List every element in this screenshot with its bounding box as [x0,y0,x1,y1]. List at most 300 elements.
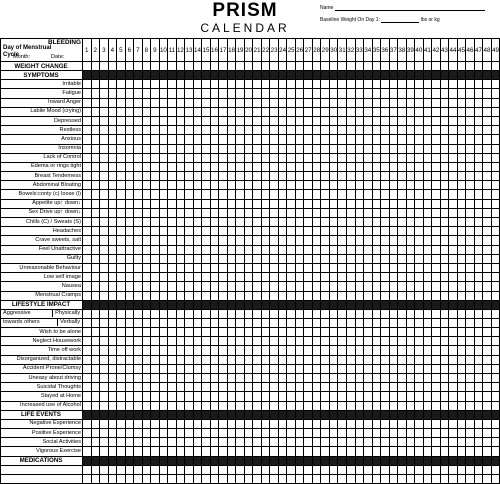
day-cell[interactable] [346,245,355,254]
day-cell[interactable] [338,144,347,153]
day-cell[interactable] [100,227,109,236]
day-cell[interactable] [483,98,492,107]
day-cell[interactable] [355,181,364,190]
day-cell[interactable] [253,337,262,346]
day-cell[interactable] [83,144,92,153]
day-cell[interactable] [432,309,441,318]
day-cell[interactable] [193,291,202,300]
day-cell[interactable] [253,89,262,98]
day-cell[interactable] [491,172,500,181]
day-cell[interactable] [483,337,492,346]
day-cell[interactable] [100,153,109,162]
day-cell[interactable] [372,465,381,474]
day-cell[interactable] [304,153,313,162]
day-cell[interactable] [457,383,466,392]
day-cell[interactable] [364,337,373,346]
day-cell[interactable] [329,190,338,199]
day-cell[interactable] [312,364,321,373]
day-cell[interactable] [134,126,143,135]
day-cell[interactable] [219,218,228,227]
day-cell[interactable] [466,153,475,162]
day-cell[interactable] [449,116,458,125]
day-cell[interactable] [202,116,211,125]
day-cell[interactable] [423,144,432,153]
day-cell[interactable] [125,263,134,272]
day-cell[interactable] [193,374,202,383]
day-cell[interactable] [389,291,398,300]
day-cell[interactable] [346,190,355,199]
day-cell[interactable] [389,282,398,291]
day-cell[interactable] [193,80,202,89]
day-cell[interactable] [389,89,398,98]
day-cell[interactable] [466,309,475,318]
day-cell[interactable] [159,162,168,171]
day-cell[interactable] [151,254,160,263]
day-cell[interactable] [491,98,500,107]
day-cell[interactable] [415,135,424,144]
day-cell[interactable] [100,392,109,401]
day-cell[interactable] [83,383,92,392]
day-cell[interactable] [346,291,355,300]
day-cell[interactable] [185,318,194,327]
day-cell[interactable] [483,447,492,456]
day-cell[interactable] [406,62,415,71]
day-cell[interactable] [159,465,168,474]
day-cell[interactable] [466,62,475,71]
day-cell[interactable] [415,318,424,327]
day-cell[interactable] [142,273,151,282]
day-cell[interactable] [423,153,432,162]
day-cell[interactable] [108,309,117,318]
day-cell[interactable] [304,190,313,199]
day-cell[interactable] [278,263,287,272]
day-cell[interactable] [287,190,296,199]
day-cell[interactable] [253,291,262,300]
day-cell[interactable] [406,328,415,337]
day-cell[interactable] [338,254,347,263]
day-cell[interactable] [295,208,304,217]
day-cell[interactable] [474,172,483,181]
day-cell[interactable] [449,135,458,144]
day-cell[interactable] [176,107,185,116]
day-cell[interactable] [432,465,441,474]
day-cell[interactable] [219,107,228,116]
day-cell[interactable] [440,392,449,401]
day-cell[interactable] [491,392,500,401]
day-cell[interactable] [483,263,492,272]
day-cell[interactable] [168,218,177,227]
day-cell[interactable] [125,383,134,392]
day-cell[interactable] [117,98,126,107]
day-cell[interactable] [295,291,304,300]
day-cell[interactable] [159,392,168,401]
day-cell[interactable] [321,291,330,300]
day-cell[interactable] [312,273,321,282]
day-cell[interactable] [415,181,424,190]
day-cell[interactable] [219,162,228,171]
day-cell[interactable] [117,419,126,428]
day-cell[interactable] [236,199,245,208]
day-cell[interactable] [91,254,100,263]
day-cell[interactable] [398,98,407,107]
day-cell[interactable] [338,190,347,199]
day-cell[interactable] [125,236,134,245]
day-cell[interactable] [202,254,211,263]
day-cell[interactable] [142,254,151,263]
day-cell[interactable] [108,346,117,355]
day-cell[interactable] [83,263,92,272]
day-cell[interactable] [474,245,483,254]
day-cell[interactable] [100,273,109,282]
day-cell[interactable] [321,438,330,447]
day-cell[interactable] [474,126,483,135]
day-cell[interactable] [287,98,296,107]
day-cell[interactable] [185,346,194,355]
day-cell[interactable] [355,309,364,318]
day-cell[interactable] [219,254,228,263]
day-cell[interactable] [125,273,134,282]
day-cell[interactable] [355,392,364,401]
day-cell[interactable] [389,227,398,236]
day-cell[interactable] [210,80,219,89]
day-cell[interactable] [134,465,143,474]
day-cell[interactable] [321,364,330,373]
day-cell[interactable] [108,364,117,373]
day-cell[interactable] [202,126,211,135]
day-cell[interactable] [159,227,168,236]
day-cell[interactable] [176,227,185,236]
day-cell[interactable] [159,291,168,300]
day-cell[interactable] [210,273,219,282]
day-cell[interactable] [227,401,236,410]
day-cell[interactable] [185,401,194,410]
day-cell[interactable] [193,236,202,245]
day-cell[interactable] [389,328,398,337]
day-cell[interactable] [304,364,313,373]
day-cell[interactable] [440,282,449,291]
day-cell[interactable] [287,337,296,346]
day-cell[interactable] [389,438,398,447]
day-cell[interactable] [346,273,355,282]
day-cell[interactable] [329,273,338,282]
day-cell[interactable] [100,89,109,98]
day-cell[interactable] [372,291,381,300]
day-cell[interactable] [483,126,492,135]
day-cell[interactable] [415,116,424,125]
day-cell[interactable] [287,144,296,153]
day-cell[interactable] [117,428,126,437]
day-cell[interactable] [108,392,117,401]
day-cell[interactable] [108,428,117,437]
day-cell[interactable] [321,447,330,456]
day-cell[interactable] [304,309,313,318]
day-cell[interactable] [261,346,270,355]
day-cell[interactable] [364,135,373,144]
day-cell[interactable] [364,153,373,162]
day-cell[interactable] [449,263,458,272]
day-cell[interactable] [321,401,330,410]
day-cell[interactable] [381,227,390,236]
day-cell[interactable] [134,135,143,144]
day-cell[interactable] [338,98,347,107]
day-cell[interactable] [491,428,500,437]
day-cell[interactable] [372,236,381,245]
day-cell[interactable] [295,318,304,327]
day-cell[interactable] [364,447,373,456]
day-cell[interactable] [202,465,211,474]
day-cell[interactable] [236,309,245,318]
day-cell[interactable] [406,144,415,153]
day-cell[interactable] [193,263,202,272]
day-cell[interactable] [83,428,92,437]
day-cell[interactable] [210,465,219,474]
day-cell[interactable] [381,162,390,171]
day-cell[interactable] [415,428,424,437]
day-cell[interactable] [304,181,313,190]
day-cell[interactable] [329,392,338,401]
day-cell[interactable] [227,172,236,181]
day-cell[interactable] [244,263,253,272]
day-cell[interactable] [202,107,211,116]
day-cell[interactable] [483,80,492,89]
day-cell[interactable] [483,465,492,474]
day-cell[interactable] [176,465,185,474]
day-cell[interactable] [355,89,364,98]
day-cell[interactable] [193,162,202,171]
day-cell[interactable] [329,144,338,153]
day-cell[interactable] [176,355,185,364]
day-cell[interactable] [329,89,338,98]
day-cell[interactable] [457,419,466,428]
day-cell[interactable] [483,392,492,401]
day-cell[interactable] [474,254,483,263]
day-cell[interactable] [321,245,330,254]
day-cell[interactable] [466,428,475,437]
day-cell[interactable] [125,465,134,474]
day-cell[interactable] [151,245,160,254]
day-cell[interactable] [142,392,151,401]
day-cell[interactable] [432,199,441,208]
day-cell[interactable] [168,447,177,456]
day-cell[interactable] [244,218,253,227]
day-cell[interactable] [193,245,202,254]
day-cell[interactable] [364,263,373,272]
day-cell[interactable] [338,263,347,272]
day-cell[interactable] [168,428,177,437]
day-cell[interactable] [432,364,441,373]
day-cell[interactable] [491,208,500,217]
day-cell[interactable] [364,254,373,263]
day-cell[interactable] [321,374,330,383]
day-cell[interactable] [91,245,100,254]
day-cell[interactable] [108,153,117,162]
day-cell[interactable] [491,162,500,171]
day-cell[interactable] [193,98,202,107]
day-cell[interactable] [355,153,364,162]
day-cell[interactable] [236,153,245,162]
day-cell[interactable] [142,181,151,190]
day-cell[interactable] [176,337,185,346]
day-cell[interactable] [193,346,202,355]
day-cell[interactable] [185,245,194,254]
day-cell[interactable] [278,236,287,245]
day-cell[interactable] [244,364,253,373]
day-cell[interactable] [185,236,194,245]
day-cell[interactable] [270,447,279,456]
day-cell[interactable] [423,465,432,474]
day-cell[interactable] [108,465,117,474]
day-cell[interactable] [312,465,321,474]
day-cell[interactable] [398,153,407,162]
day-cell[interactable] [91,438,100,447]
day-cell[interactable] [159,135,168,144]
day-cell[interactable] [381,98,390,107]
day-cell[interactable] [457,162,466,171]
day-cell[interactable] [355,199,364,208]
day-cell[interactable] [210,328,219,337]
day-cell[interactable] [329,291,338,300]
day-cell[interactable] [244,392,253,401]
day-cell[interactable] [423,364,432,373]
day-cell[interactable] [261,218,270,227]
day-cell[interactable] [287,236,296,245]
day-cell[interactable] [159,328,168,337]
day-cell[interactable] [364,291,373,300]
day-cell[interactable] [134,98,143,107]
day-cell[interactable] [304,428,313,437]
day-cell[interactable] [176,364,185,373]
day-cell[interactable] [185,162,194,171]
day-cell[interactable] [202,364,211,373]
day-cell[interactable] [261,282,270,291]
day-cell[interactable] [406,392,415,401]
day-cell[interactable] [125,98,134,107]
day-cell[interactable] [346,428,355,437]
day-cell[interactable] [142,337,151,346]
day-cell[interactable] [432,447,441,456]
day-cell[interactable] [151,465,160,474]
day-cell[interactable] [261,428,270,437]
day-cell[interactable] [449,282,458,291]
day-cell[interactable] [432,135,441,144]
day-cell[interactable] [278,254,287,263]
day-cell[interactable] [125,227,134,236]
day-cell[interactable] [125,190,134,199]
day-cell[interactable] [389,263,398,272]
day-cell[interactable] [415,328,424,337]
day-cell[interactable] [312,383,321,392]
day-cell[interactable] [202,282,211,291]
day-cell[interactable] [466,218,475,227]
day-cell[interactable] [83,374,92,383]
day-cell[interactable] [270,419,279,428]
day-cell[interactable] [321,227,330,236]
day-cell[interactable] [398,62,407,71]
day-cell[interactable] [415,309,424,318]
day-cell[interactable] [355,62,364,71]
day-cell[interactable] [406,419,415,428]
day-cell[interactable] [202,401,211,410]
day-cell[interactable] [236,218,245,227]
day-cell[interactable] [466,162,475,171]
day-cell[interactable] [474,273,483,282]
day-cell[interactable] [83,208,92,217]
day-cell[interactable] [406,126,415,135]
day-cell[interactable] [415,282,424,291]
day-cell[interactable] [227,245,236,254]
day-cell[interactable] [364,62,373,71]
day-cell[interactable] [227,438,236,447]
day-cell[interactable] [389,236,398,245]
day-cell[interactable] [227,374,236,383]
day-cell[interactable] [202,438,211,447]
day-cell[interactable] [244,80,253,89]
day-cell[interactable] [108,162,117,171]
day-cell[interactable] [389,273,398,282]
day-cell[interactable] [244,62,253,71]
day-cell[interactable] [389,245,398,254]
day-cell[interactable] [193,199,202,208]
day-cell[interactable] [253,236,262,245]
day-cell[interactable] [338,419,347,428]
day-cell[interactable] [440,318,449,327]
day-cell[interactable] [381,135,390,144]
day-cell[interactable] [91,273,100,282]
day-cell[interactable] [364,162,373,171]
day-cell[interactable] [287,309,296,318]
day-cell[interactable] [176,291,185,300]
day-cell[interactable] [338,328,347,337]
day-cell[interactable] [168,199,177,208]
day-cell[interactable] [449,447,458,456]
day-cell[interactable] [83,227,92,236]
day-cell[interactable] [83,282,92,291]
day-cell[interactable] [449,181,458,190]
day-cell[interactable] [423,282,432,291]
day-cell[interactable] [270,465,279,474]
day-cell[interactable] [185,80,194,89]
day-cell[interactable] [244,419,253,428]
day-cell[interactable] [253,447,262,456]
day-cell[interactable] [423,181,432,190]
day-cell[interactable] [329,199,338,208]
day-cell[interactable] [466,438,475,447]
day-cell[interactable] [236,374,245,383]
day-cell[interactable] [457,309,466,318]
day-cell[interactable] [491,218,500,227]
day-cell[interactable] [193,328,202,337]
day-cell[interactable] [219,208,228,217]
day-cell[interactable] [483,135,492,144]
day-cell[interactable] [83,107,92,116]
day-cell[interactable] [270,263,279,272]
day-cell[interactable] [346,208,355,217]
day-cell[interactable] [423,419,432,428]
day-cell[interactable] [227,199,236,208]
day-cell[interactable] [483,153,492,162]
day-cell[interactable] [117,383,126,392]
day-cell[interactable] [202,153,211,162]
day-cell[interactable] [346,392,355,401]
day-cell[interactable] [236,346,245,355]
day-cell[interactable] [381,218,390,227]
day-cell[interactable] [142,153,151,162]
day-cell[interactable] [449,328,458,337]
day-cell[interactable] [483,172,492,181]
day-cell[interactable] [142,364,151,373]
day-cell[interactable] [168,245,177,254]
day-cell[interactable] [185,383,194,392]
